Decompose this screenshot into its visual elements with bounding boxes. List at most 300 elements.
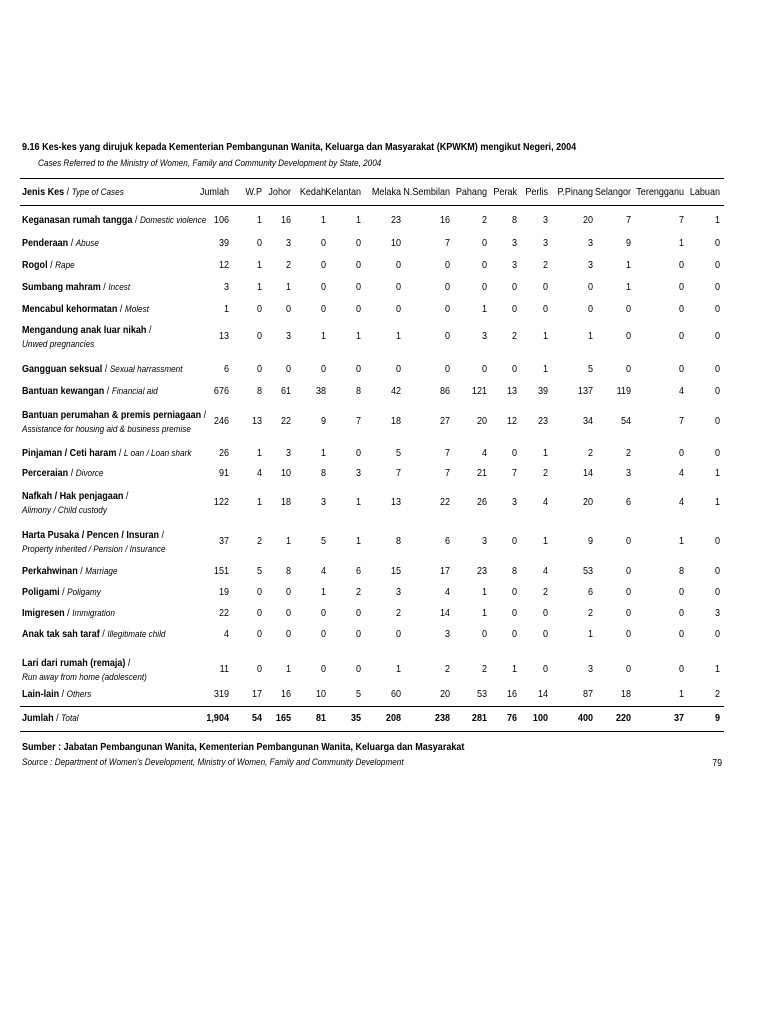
cell-n-sembilan: 27 bbox=[439, 415, 450, 427]
cell-perak: 8 bbox=[511, 214, 517, 226]
cell-selangor: 9 bbox=[625, 237, 631, 249]
cell-jumlah: 37 bbox=[218, 535, 229, 547]
row-label-malay: Bantuan kewangan bbox=[22, 385, 105, 397]
row-label-malay: Rogol bbox=[22, 259, 48, 271]
cell-selangor: 1 bbox=[625, 259, 631, 271]
cell-perlis: 2 bbox=[542, 467, 548, 479]
cell-w-p: 0 bbox=[256, 628, 262, 640]
cell-perak: 0 bbox=[511, 363, 517, 375]
cell-selangor: 0 bbox=[625, 607, 631, 619]
cell-w-p: 13 bbox=[251, 415, 262, 427]
cell-pahang: 2 bbox=[481, 214, 487, 226]
cell-melaka: 1 bbox=[395, 330, 401, 342]
cell-labuan: 9 bbox=[714, 712, 720, 724]
cell-terengganu: 0 bbox=[678, 607, 684, 619]
cell-perlis: 1 bbox=[542, 363, 548, 375]
cell-terengganu: 0 bbox=[678, 330, 684, 342]
table-subtitle: Cases Referred to the Ministry of Women, Family and Community Development by State, 2004 bbox=[38, 158, 382, 169]
cell-jumlah: 676 bbox=[213, 385, 229, 397]
row-label: Keganasan rumah tangga / Domestic violence bbox=[22, 214, 207, 226]
cell-n-sembilan: 86 bbox=[439, 385, 450, 397]
row-label-english: Alimony / Child custody bbox=[22, 505, 107, 516]
cell-kedah: 10 bbox=[315, 688, 326, 700]
cell-kelantan: 1 bbox=[355, 330, 361, 342]
header-top-rule bbox=[20, 178, 724, 179]
cell-p-pinang: 1 bbox=[587, 330, 593, 342]
cell-pahang: 2 bbox=[481, 663, 487, 675]
cell-kedah: 1 bbox=[320, 586, 326, 598]
cell-kelantan: 0 bbox=[355, 447, 361, 459]
cell-kedah: 38 bbox=[315, 385, 326, 397]
cell-perlis: 100 bbox=[532, 712, 548, 724]
cell-kedah: 3 bbox=[320, 496, 326, 508]
cell-jumlah: 13 bbox=[218, 330, 229, 342]
row-label-english: Financial aid bbox=[111, 386, 158, 397]
cell-johor: 3 bbox=[285, 330, 291, 342]
cell-selangor: 0 bbox=[625, 535, 631, 547]
cell-p-pinang: 3 bbox=[587, 237, 593, 249]
source-malay: Sumber : Jabatan Pembangunan Wanita, Kementerian Pembangunan Wanita, Keluarga dan Masyarakat bbox=[22, 741, 465, 753]
cell-kedah: 9 bbox=[320, 415, 326, 427]
row-label-malay: Harta Pusaka / Pencen / Insuran bbox=[22, 529, 160, 541]
cell-perak: 8 bbox=[511, 565, 517, 577]
cell-n-sembilan: 4 bbox=[444, 586, 450, 598]
cell-perlis: 14 bbox=[537, 688, 548, 700]
row-label-english: L oan / Loan shark bbox=[123, 448, 192, 459]
cell-terengganu: 0 bbox=[678, 586, 684, 598]
cell-perlis: 0 bbox=[542, 303, 548, 315]
cell-w-p: 0 bbox=[256, 607, 262, 619]
cell-kelantan: 0 bbox=[355, 237, 361, 249]
cell-pahang: 4 bbox=[481, 447, 487, 459]
cell-w-p: 0 bbox=[256, 237, 262, 249]
cell-kelantan: 1 bbox=[355, 496, 361, 508]
cell-pahang: 1 bbox=[481, 303, 487, 315]
row-label: Poligami / Poligamy bbox=[22, 586, 101, 598]
cell-perlis: 23 bbox=[537, 415, 548, 427]
cell-johor: 2 bbox=[285, 259, 291, 271]
cell-perak: 12 bbox=[506, 415, 517, 427]
cell-terengganu: 1 bbox=[678, 688, 684, 700]
cell-terengganu: 7 bbox=[678, 214, 684, 226]
cell-p-pinang: 2 bbox=[587, 607, 593, 619]
cell-johor: 1 bbox=[285, 535, 291, 547]
cell-kedah: 1 bbox=[320, 214, 326, 226]
cell-selangor: 7 bbox=[625, 214, 631, 226]
cell-perak: 0 bbox=[511, 447, 517, 459]
cell-pahang: 0 bbox=[481, 363, 487, 375]
row-label-malay: Penderaan bbox=[22, 237, 69, 249]
cell-perlis: 0 bbox=[542, 663, 548, 675]
cell-p-pinang: 0 bbox=[587, 281, 593, 293]
cell-p-pinang: 34 bbox=[582, 415, 593, 427]
cell-labuan: 0 bbox=[714, 237, 720, 249]
cell-kedah: 5 bbox=[320, 535, 326, 547]
cell-p-pinang: 137 bbox=[577, 385, 593, 397]
cell-selangor: 1 bbox=[625, 281, 631, 293]
cell-melaka: 1 bbox=[395, 663, 401, 675]
cell-pahang: 0 bbox=[481, 259, 487, 271]
cell-terengganu: 4 bbox=[678, 385, 684, 397]
cell-n-sembilan: 0 bbox=[444, 259, 450, 271]
cell-p-pinang: 1 bbox=[587, 628, 593, 640]
cell-selangor: 0 bbox=[625, 663, 631, 675]
cell-jumlah: 12 bbox=[218, 259, 229, 271]
cell-pahang: 1 bbox=[481, 607, 487, 619]
cell-melaka: 0 bbox=[395, 628, 401, 640]
row-label: Sumbang mahram / Incest bbox=[22, 281, 131, 293]
row-label-english: Property inherited / Pension / Insurance bbox=[22, 544, 166, 555]
cell-terengganu: 37 bbox=[673, 712, 684, 724]
cell-johor: 3 bbox=[285, 237, 291, 249]
cell-n-sembilan: 0 bbox=[444, 363, 450, 375]
cell-terengganu: 0 bbox=[678, 259, 684, 271]
cell-labuan: 2 bbox=[714, 688, 720, 700]
cell-kelantan: 1 bbox=[355, 535, 361, 547]
cell-n-sembilan: 0 bbox=[444, 281, 450, 293]
cell-terengganu: 4 bbox=[678, 496, 684, 508]
cell-perak: 16 bbox=[506, 688, 517, 700]
cell-jumlah: 3 bbox=[223, 281, 229, 293]
cell-selangor: 0 bbox=[625, 363, 631, 375]
cell-jumlah: 246 bbox=[213, 415, 229, 427]
cell-kelantan: 7 bbox=[355, 415, 361, 427]
cell-terengganu: 0 bbox=[678, 628, 684, 640]
cell-selangor: 0 bbox=[625, 565, 631, 577]
cell-johor: 0 bbox=[285, 607, 291, 619]
cell-w-p: 8 bbox=[256, 385, 262, 397]
cell-terengganu: 1 bbox=[678, 535, 684, 547]
cell-kelantan: 8 bbox=[355, 385, 361, 397]
cell-p-pinang: 5 bbox=[587, 363, 593, 375]
cell-labuan: 0 bbox=[714, 259, 720, 271]
cell-perlis: 0 bbox=[542, 628, 548, 640]
cell-kedah: 0 bbox=[320, 363, 326, 375]
cell-p-pinang: 53 bbox=[582, 565, 593, 577]
cell-johor: 16 bbox=[280, 688, 291, 700]
cell-p-pinang: 6 bbox=[587, 586, 593, 598]
row-label-english: Run away from home (adolescent) bbox=[22, 672, 147, 683]
cell-pahang: 0 bbox=[481, 281, 487, 293]
row-label-malay: Lari dari rumah (remaja) bbox=[22, 657, 126, 669]
row-label: Rogol / Rape bbox=[22, 259, 75, 271]
row-label-english: Incest bbox=[108, 282, 131, 293]
cell-melaka: 0 bbox=[395, 281, 401, 293]
row-label: Gangguan seksual / Sexual harrassment bbox=[22, 363, 183, 375]
cell-kelantan: 5 bbox=[355, 688, 361, 700]
cell-n-sembilan: 3 bbox=[444, 628, 450, 640]
row-label-english: Immigration bbox=[72, 608, 115, 619]
cell-pahang: 20 bbox=[476, 415, 487, 427]
cell-kelantan: 0 bbox=[355, 663, 361, 675]
cell-johor: 0 bbox=[285, 303, 291, 315]
cell-melaka: 42 bbox=[390, 385, 401, 397]
cell-perak: 13 bbox=[506, 385, 517, 397]
cell-kedah: 0 bbox=[320, 237, 326, 249]
cell-jumlah: 39 bbox=[218, 237, 229, 249]
cell-w-p: 1 bbox=[256, 281, 262, 293]
cell-w-p: 5 bbox=[256, 565, 262, 577]
cell-n-sembilan: 0 bbox=[444, 330, 450, 342]
cell-kedah: 1 bbox=[320, 447, 326, 459]
row-label-english: Divorce bbox=[75, 468, 104, 479]
cell-perak: 0 bbox=[511, 303, 517, 315]
cell-labuan: 0 bbox=[714, 363, 720, 375]
cell-perak: 0 bbox=[511, 535, 517, 547]
cell-melaka: 8 bbox=[395, 535, 401, 547]
cell-melaka: 7 bbox=[395, 467, 401, 479]
cell-terengganu: 0 bbox=[678, 363, 684, 375]
header-label-malay: Jenis Kes bbox=[22, 186, 65, 198]
row-label: Mencabul kehormatan / Molest bbox=[22, 303, 149, 315]
cell-kelantan: 1 bbox=[355, 214, 361, 226]
cell-terengganu: 0 bbox=[678, 663, 684, 675]
row-label: Bantuan kewangan / Financial aid bbox=[22, 385, 158, 397]
row-label-malay: Keganasan rumah tangga bbox=[22, 214, 133, 226]
cell-jumlah: 319 bbox=[213, 688, 229, 700]
cell-labuan: 0 bbox=[714, 447, 720, 459]
cell-pahang: 53 bbox=[476, 688, 487, 700]
column-header-labuan: Labuan bbox=[689, 186, 720, 198]
cell-n-sembilan: 0 bbox=[444, 303, 450, 315]
cell-perak: 1 bbox=[511, 663, 517, 675]
cell-w-p: 2 bbox=[256, 535, 262, 547]
column-header-melaka: Melaka bbox=[371, 186, 401, 198]
cell-johor: 0 bbox=[285, 628, 291, 640]
cell-p-pinang: 20 bbox=[582, 496, 593, 508]
cell-w-p: 4 bbox=[256, 467, 262, 479]
cell-p-pinang: 3 bbox=[587, 259, 593, 271]
cell-kedah: 0 bbox=[320, 259, 326, 271]
cell-jumlah: 22 bbox=[218, 607, 229, 619]
cell-perak: 3 bbox=[511, 259, 517, 271]
cell-pahang: 281 bbox=[471, 712, 487, 724]
cell-jumlah: 1 bbox=[223, 303, 229, 315]
column-header-terengganu: Terengganu bbox=[636, 186, 684, 198]
cell-selangor: 220 bbox=[615, 712, 631, 724]
row-label: Imigresen / Immigration bbox=[22, 607, 115, 619]
row-label-malay: Mencabul kehormatan bbox=[22, 303, 118, 315]
cell-pahang: 26 bbox=[476, 496, 487, 508]
row-label: Lain-lain / Others bbox=[22, 688, 92, 700]
cell-kelantan: 35 bbox=[350, 712, 361, 724]
cell-labuan: 0 bbox=[714, 281, 720, 293]
cell-p-pinang: 9 bbox=[587, 535, 593, 547]
cell-labuan: 0 bbox=[714, 330, 720, 342]
row-label-english: Marriage bbox=[85, 566, 118, 577]
column-header-w-p: W.P bbox=[245, 186, 262, 198]
total-bottom-rule bbox=[20, 731, 724, 732]
cell-n-sembilan: 17 bbox=[439, 565, 450, 577]
cell-n-sembilan: 16 bbox=[439, 214, 450, 226]
column-header-n-sembilan: N.Sembilan bbox=[403, 186, 450, 198]
total-label: Jumlah / Total bbox=[22, 712, 79, 724]
cell-johor: 0 bbox=[285, 586, 291, 598]
cell-pahang: 0 bbox=[481, 237, 487, 249]
cell-kelantan: 0 bbox=[355, 628, 361, 640]
cell-kelantan: 0 bbox=[355, 303, 361, 315]
cell-labuan: 0 bbox=[714, 415, 720, 427]
cell-terengganu: 0 bbox=[678, 281, 684, 293]
row-label-english: Domestic violence bbox=[139, 215, 207, 226]
cell-terengganu: 7 bbox=[678, 415, 684, 427]
cell-perlis: 3 bbox=[542, 214, 548, 226]
cell-selangor: 54 bbox=[620, 415, 631, 427]
row-label-malay: Imigresen bbox=[22, 607, 65, 619]
column-header-kedah: Kedah bbox=[299, 186, 326, 198]
cell-kedah: 0 bbox=[320, 663, 326, 675]
row-label-malay: Lain-lain bbox=[22, 688, 60, 700]
row-label: Lari dari rumah (remaja) / Run away from home (adolescent) bbox=[22, 657, 147, 683]
cell-n-sembilan: 7 bbox=[444, 447, 450, 459]
row-label: Perceraian / Divorce bbox=[22, 467, 104, 479]
cell-jumlah: 151 bbox=[213, 565, 229, 577]
cell-n-sembilan: 238 bbox=[434, 712, 450, 724]
cell-johor: 1 bbox=[285, 663, 291, 675]
cell-labuan: 0 bbox=[714, 628, 720, 640]
total-label-english: Total bbox=[61, 713, 79, 724]
cell-melaka: 18 bbox=[390, 415, 401, 427]
cell-selangor: 6 bbox=[625, 496, 631, 508]
cell-johor: 18 bbox=[280, 496, 291, 508]
cell-selangor: 0 bbox=[625, 330, 631, 342]
source-note bbox=[22, 741, 464, 768]
row-label-english: Assistance for housing aid & business premise bbox=[22, 424, 191, 435]
row-label-malay: Perkahwinan bbox=[22, 565, 78, 577]
page-number: 79 bbox=[712, 758, 722, 769]
cell-johor: 61 bbox=[280, 385, 291, 397]
cell-melaka: 10 bbox=[390, 237, 401, 249]
row-label-english: Rape bbox=[55, 260, 75, 271]
cell-perlis: 1 bbox=[542, 535, 548, 547]
cell-perak: 3 bbox=[511, 496, 517, 508]
cell-w-p: 17 bbox=[251, 688, 262, 700]
row-label: Nafkah / Hak penjagaan / Alimony / Child custody bbox=[22, 490, 129, 516]
cell-jumlah: 26 bbox=[218, 447, 229, 459]
cell-pahang: 121 bbox=[471, 385, 487, 397]
cell-kelantan: 0 bbox=[355, 281, 361, 293]
cell-terengganu: 0 bbox=[678, 303, 684, 315]
cell-n-sembilan: 7 bbox=[444, 237, 450, 249]
total-label-malay: Jumlah bbox=[22, 712, 54, 724]
row-label-malay: Gangguan seksual bbox=[22, 363, 103, 375]
cell-labuan: 1 bbox=[714, 467, 720, 479]
cell-p-pinang: 14 bbox=[582, 467, 593, 479]
cell-pahang: 3 bbox=[481, 535, 487, 547]
cell-johor: 3 bbox=[285, 447, 291, 459]
row-label-english: Others bbox=[66, 689, 92, 700]
cell-melaka: 0 bbox=[395, 259, 401, 271]
cell-pahang: 3 bbox=[481, 330, 487, 342]
cell-w-p: 1 bbox=[256, 259, 262, 271]
cell-labuan: 0 bbox=[714, 535, 720, 547]
cell-w-p: 0 bbox=[256, 663, 262, 675]
cell-terengganu: 4 bbox=[678, 467, 684, 479]
cell-w-p: 0 bbox=[256, 363, 262, 375]
row-label-malay: Bantuan perumahan & premis perniagaan bbox=[22, 409, 202, 421]
cell-terengganu: 8 bbox=[678, 565, 684, 577]
cell-w-p: 0 bbox=[256, 586, 262, 598]
cell-w-p: 1 bbox=[256, 496, 262, 508]
cell-jumlah: 106 bbox=[213, 214, 229, 226]
row-label: Penderaan / Abuse bbox=[22, 237, 99, 249]
total-top-rule bbox=[20, 706, 724, 707]
cell-perlis: 2 bbox=[542, 586, 548, 598]
cell-kedah: 8 bbox=[320, 467, 326, 479]
cell-johor: 165 bbox=[275, 712, 291, 724]
cell-jumlah: 6 bbox=[223, 363, 229, 375]
cell-melaka: 208 bbox=[385, 712, 401, 724]
cell-labuan: 0 bbox=[714, 565, 720, 577]
row-label-english: Poligamy bbox=[67, 587, 101, 598]
cell-selangor: 0 bbox=[625, 303, 631, 315]
cell-perlis: 4 bbox=[542, 496, 548, 508]
cell-w-p: 1 bbox=[256, 447, 262, 459]
column-header-pahang: Pahang bbox=[455, 186, 487, 198]
cell-selangor: 0 bbox=[625, 628, 631, 640]
cell-johor: 1 bbox=[285, 281, 291, 293]
cell-jumlah: 11 bbox=[219, 663, 229, 675]
cell-pahang: 21 bbox=[476, 467, 487, 479]
cell-kedah: 4 bbox=[320, 565, 326, 577]
cell-kedah: 81 bbox=[315, 712, 326, 724]
row-label-malay: Perceraian bbox=[22, 467, 69, 479]
cell-johor: 0 bbox=[285, 363, 291, 375]
row-label: Mengandung anak luar nikah / Unwed pregnancies bbox=[22, 324, 152, 350]
cell-n-sembilan: 6 bbox=[444, 535, 450, 547]
cell-johor: 10 bbox=[280, 467, 291, 479]
cell-p-pinang: 3 bbox=[587, 663, 593, 675]
cell-perlis: 1 bbox=[542, 447, 548, 459]
row-label-malay: Sumbang mahram bbox=[22, 281, 101, 293]
header-label: Jenis Kes / Type of Cases bbox=[22, 186, 124, 198]
row-label-english: Illegitimate child bbox=[107, 629, 166, 640]
cell-terengganu: 0 bbox=[678, 447, 684, 459]
header-bottom-rule bbox=[20, 205, 724, 206]
cell-labuan: 0 bbox=[714, 586, 720, 598]
column-header-p-pinang: P.Pinang bbox=[557, 186, 593, 198]
cell-jumlah: 1,904 bbox=[206, 712, 229, 724]
cell-perak: 0 bbox=[511, 628, 517, 640]
cell-labuan: 0 bbox=[714, 385, 720, 397]
cell-johor: 22 bbox=[280, 415, 291, 427]
cell-n-sembilan: 20 bbox=[439, 688, 450, 700]
cell-p-pinang: 400 bbox=[577, 712, 593, 724]
cell-perak: 0 bbox=[511, 607, 517, 619]
cell-perak: 0 bbox=[511, 281, 517, 293]
row-label-malay: Anak tak sah taraf bbox=[22, 628, 100, 640]
cell-perlis: 3 bbox=[542, 237, 548, 249]
cell-kelantan: 0 bbox=[355, 259, 361, 271]
cell-melaka: 15 bbox=[390, 565, 401, 577]
cell-w-p: 0 bbox=[256, 303, 262, 315]
cell-perak: 76 bbox=[506, 712, 517, 724]
cell-kelantan: 3 bbox=[355, 467, 361, 479]
cell-perak: 0 bbox=[511, 586, 517, 598]
cell-jumlah: 91 bbox=[218, 467, 229, 479]
column-header-selangor: Selangor bbox=[594, 186, 631, 198]
cell-labuan: 1 bbox=[714, 663, 720, 675]
cell-labuan: 0 bbox=[714, 303, 720, 315]
cell-n-sembilan: 14 bbox=[439, 607, 450, 619]
cell-kedah: 0 bbox=[320, 281, 326, 293]
cell-kedah: 0 bbox=[320, 607, 326, 619]
cell-terengganu: 1 bbox=[678, 237, 684, 249]
cell-johor: 16 bbox=[280, 214, 291, 226]
cell-n-sembilan: 7 bbox=[444, 467, 450, 479]
cell-jumlah: 122 bbox=[213, 496, 229, 508]
cell-pahang: 1 bbox=[481, 586, 487, 598]
